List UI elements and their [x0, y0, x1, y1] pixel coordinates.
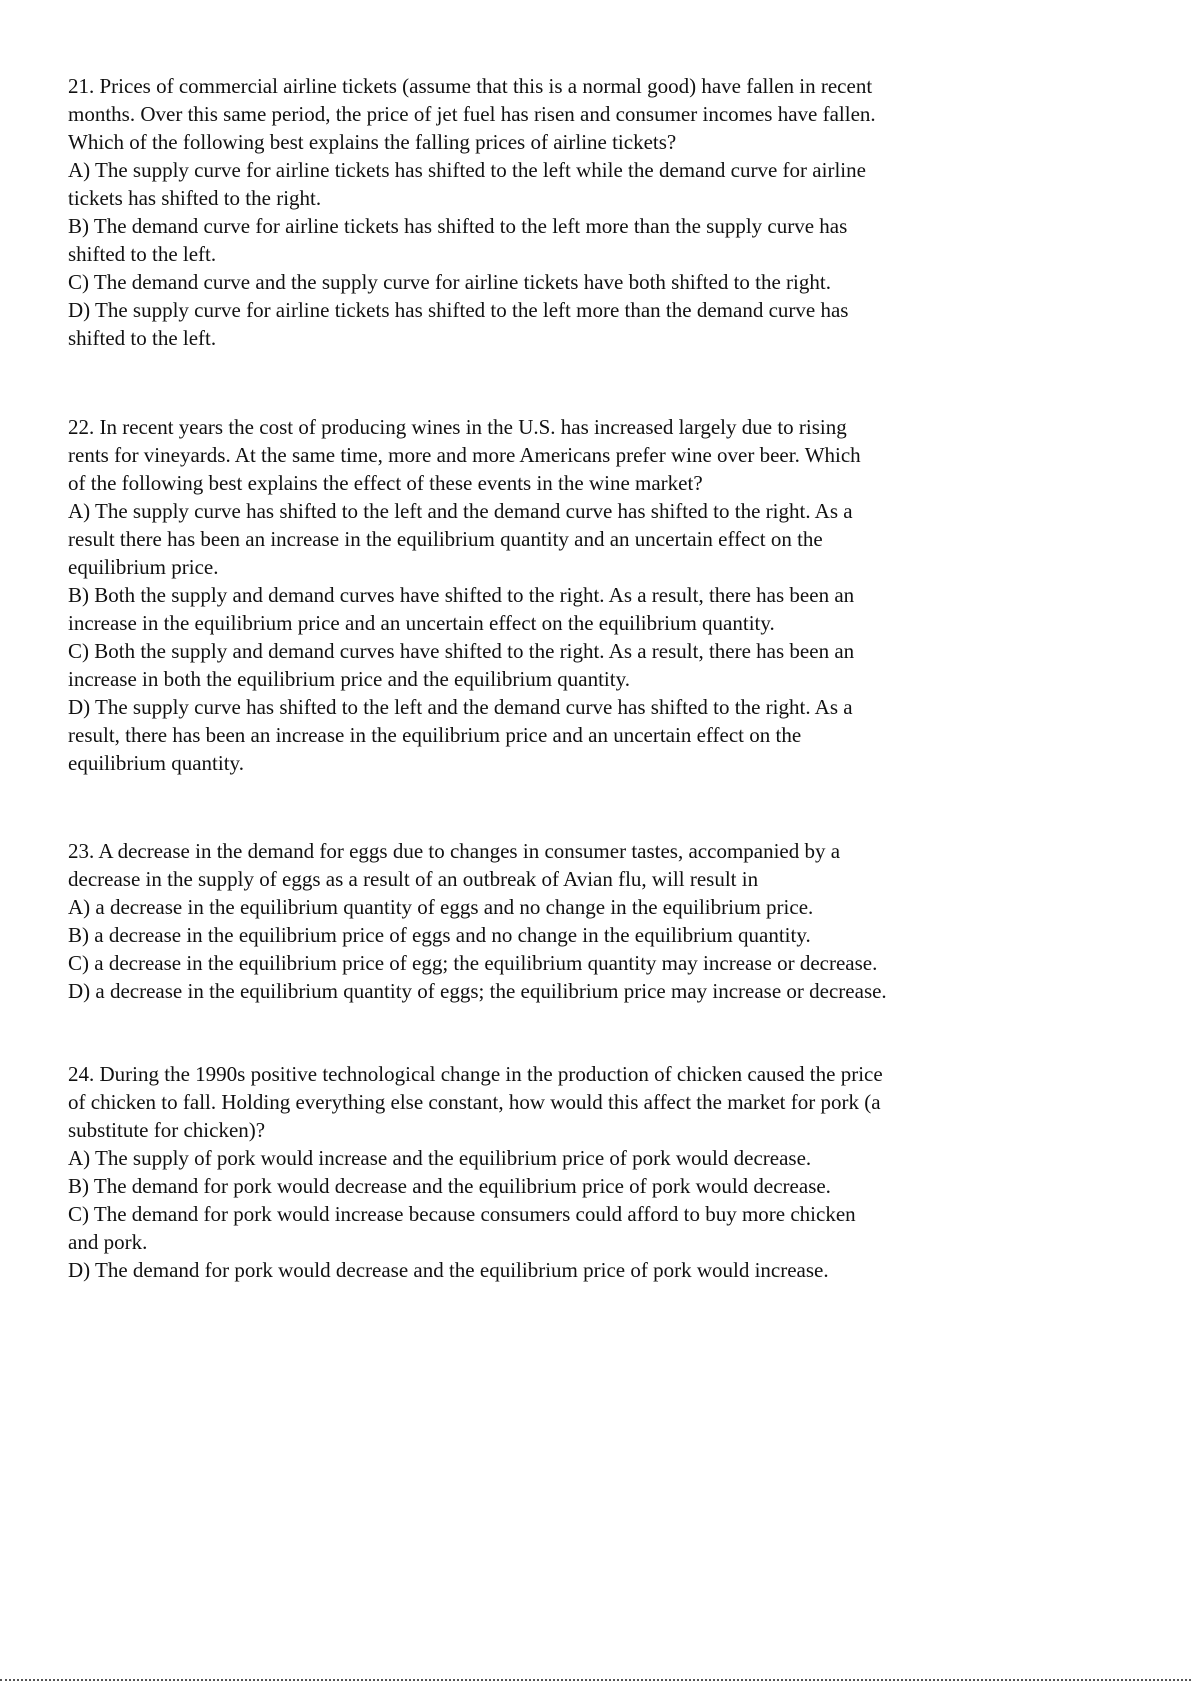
- answer-option-b: [68, 212, 876, 268]
- answer-option-a: [68, 893, 887, 921]
- answer-option-c: [68, 637, 861, 693]
- answer-option-a: [68, 497, 861, 581]
- question-stem-line: 21. Prices of commercial airline tickets (assume that this is a normal good) have fallen in recent: [68, 74, 873, 98]
- answer-option-d: [68, 1256, 883, 1284]
- answer-option-c: [68, 1200, 883, 1256]
- question-stem-line: 24. During the 1990s positive technological change in the production of chicken caused the price: [68, 1062, 883, 1086]
- answer-option-b: [68, 1172, 883, 1200]
- answer-option-b: [68, 921, 887, 949]
- question-24: [68, 1060, 883, 1284]
- question-stem-line: substitute for chicken)?: [68, 1118, 266, 1142]
- option-line: equilibrium price.: [68, 555, 219, 579]
- answer-option-a: [68, 1144, 883, 1172]
- option-line: A) a decrease in the equilibrium quantity of eggs and no change in the equilibrium price.: [68, 895, 814, 919]
- answer-option-d: [68, 296, 876, 352]
- option-line: D) a decrease in the equilibrium quantity of eggs; the equilibrium price may increase or decrease.: [68, 979, 887, 1003]
- question-stem-line: of the following best explains the effect of these events in the wine market?: [68, 471, 703, 495]
- option-line: A) The supply of pork would increase and the equilibrium price of pork would decrease.: [68, 1146, 812, 1170]
- option-line: result there has been an increase in the equilibrium quantity and an uncertain effect on the: [68, 527, 823, 551]
- answer-option-a: [68, 156, 876, 212]
- question-stem-line: rents for vineyards. At the same time, more and more Americans prefer wine over beer. Which: [68, 443, 861, 467]
- option-line: and pork.: [68, 1230, 148, 1254]
- option-line: increase in both the equilibrium price and the equilibrium quantity.: [68, 667, 630, 691]
- option-line: B) Both the supply and demand curves have shifted to the right. As a result, there has been an: [68, 583, 855, 607]
- question-stem-line: of chicken to fall. Holding everything else constant, how would this affect the market for pork (a: [68, 1090, 881, 1114]
- option-line: shifted to the left.: [68, 242, 217, 266]
- answer-option-c: [68, 268, 876, 296]
- bottom-dotted-divider: [0, 1679, 1191, 1681]
- option-line: B) The demand curve for airline tickets has shifted to the left more than the supply curve has: [68, 214, 848, 238]
- question-stem-line: Which of the following best explains the falling prices of airline tickets?: [68, 130, 677, 154]
- option-line: C) Both the supply and demand curves have shifted to the right. As a result, there has been an: [68, 639, 855, 663]
- option-line: shifted to the left.: [68, 326, 217, 350]
- option-line: D) The demand for pork would decrease and the equilibrium price of pork would increase.: [68, 1258, 829, 1282]
- option-line: A) The supply curve for airline tickets has shifted to the left while the demand curve for airline: [68, 158, 866, 182]
- option-line: increase in the equilibrium price and an uncertain effect on the equilibrium quantity.: [68, 611, 775, 635]
- answer-option-d: [68, 977, 887, 1005]
- question-21: [68, 72, 876, 352]
- answer-option-b: [68, 581, 861, 637]
- question-stem-line: 22. In recent years the cost of producing wines in the U.S. has increased largely due to rising: [68, 415, 847, 439]
- answer-option-d: [68, 693, 861, 777]
- option-line: result, there has been an increase in the equilibrium price and an uncertain effect on the: [68, 723, 802, 747]
- option-line: tickets has shifted to the right.: [68, 186, 322, 210]
- option-line: B) The demand for pork would decrease and the equilibrium price of pork would decrease.: [68, 1174, 831, 1198]
- option-line: A) The supply curve has shifted to the left and the demand curve has shifted to the right. As a: [68, 499, 853, 523]
- option-line: equilibrium quantity.: [68, 751, 244, 775]
- option-line: B) a decrease in the equilibrium price of eggs and no change in the equilibrium quantity.: [68, 923, 811, 947]
- question-23: [68, 837, 887, 1005]
- question-stem-line: 23. A decrease in the demand for eggs due to changes in consumer tastes, accompanied by a: [68, 839, 841, 863]
- option-line: C) The demand for pork would increase because consumers could afford to buy more chicken: [68, 1202, 856, 1226]
- question-stem-line: months. Over this same period, the price of jet fuel has risen and consumer incomes have fallen.: [68, 102, 876, 126]
- answer-option-c: [68, 949, 887, 977]
- question-22: [68, 413, 861, 777]
- option-line: D) The supply curve for airline tickets has shifted to the left more than the demand curve has: [68, 298, 849, 322]
- option-line: C) a decrease in the equilibrium price of egg; the equilibrium quantity may increase or decrease.: [68, 951, 878, 975]
- option-line: D) The supply curve has shifted to the left and the demand curve has shifted to the right. As a: [68, 695, 853, 719]
- option-line: C) The demand curve and the supply curve for airline tickets have both shifted to the right.: [68, 270, 831, 294]
- question-stem-line: decrease in the supply of eggs as a result of an outbreak of Avian flu, will result in: [68, 867, 759, 891]
